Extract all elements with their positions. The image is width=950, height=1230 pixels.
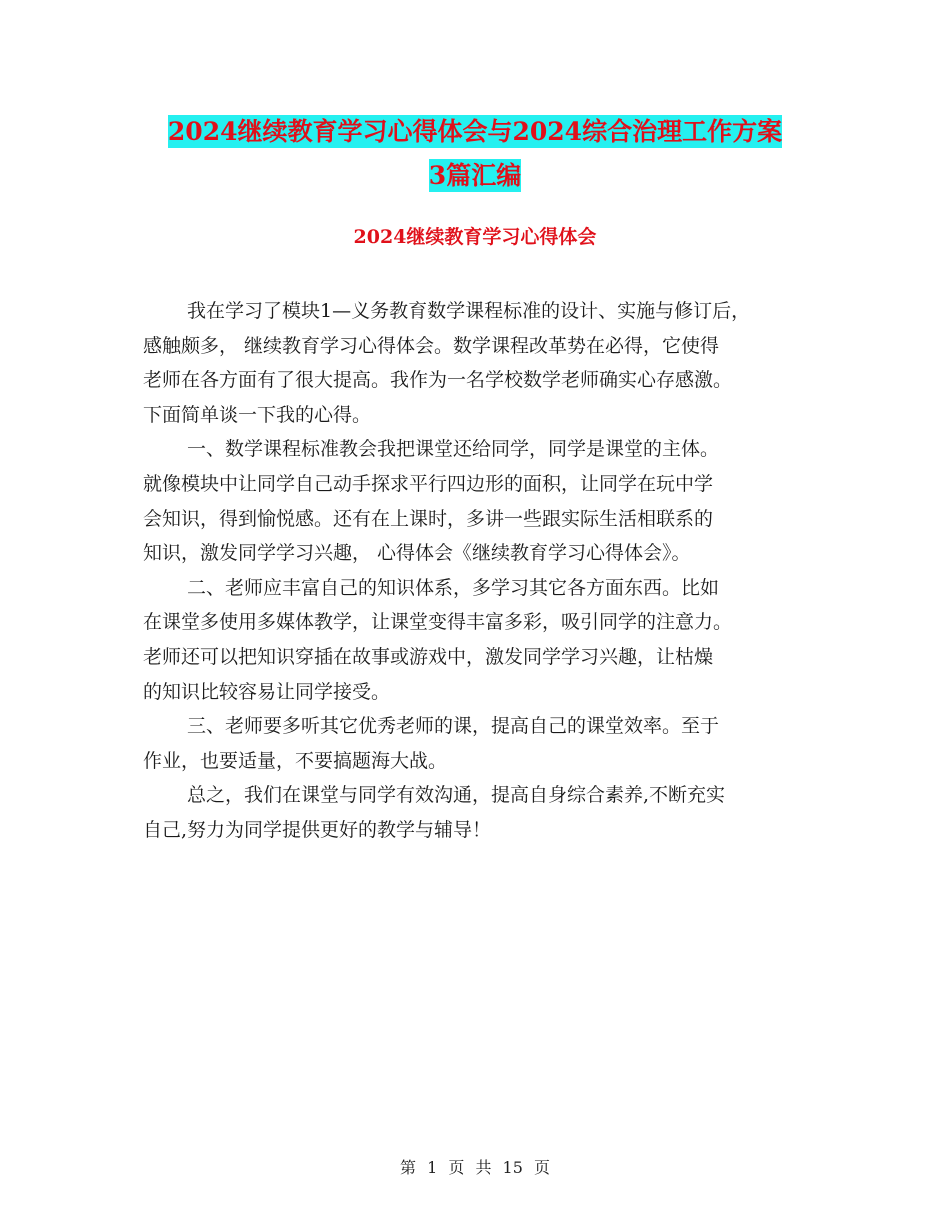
title-highlight: 2024继续教育学习心得体会与2024综合治理工作方案 — [167, 117, 783, 146]
text-line: 自己,努力为同学提供更好的教学与辅导！ — [143, 818, 492, 841]
text-line: 总之，我们在课堂与同学有效沟通，提高自身综合素养,不断充实 — [187, 784, 726, 807]
paragraph-4 — [143, 709, 823, 778]
text-line: 作业，也要适量，不要搞题海大战。 — [143, 749, 448, 772]
document-title-line-2 — [0, 154, 950, 198]
paragraph-3 — [143, 571, 823, 709]
paragraph-1 — [143, 294, 823, 432]
text-line: 的知识比较容易让同学接受。 — [143, 680, 391, 703]
text-line: 老师在各方面有了很大提高。我作为一名学校数学老师确实心存感激。 — [143, 369, 733, 392]
text-line: 一、数学课程标准教会我把课堂还给同学，同学是课堂的主体。 — [187, 438, 720, 461]
document-title — [0, 110, 950, 198]
text-line: 在课堂多使用多媒体教学，让课堂变得丰富多彩，吸引同学的注意力。 — [143, 611, 733, 634]
text-line: 知识，激发同学学习兴趣， 心得体会《继续教育学习心得体会》。 — [143, 542, 691, 565]
text-line: 就像模块中让同学自己动手探求平行四边形的面积，让同学在玩中学 — [143, 472, 714, 495]
paragraph-2 — [143, 432, 823, 570]
page-number-footer: 第 1 页 共 15 页 — [400, 1158, 550, 1177]
text-line: 会知识，得到愉悦感。还有在上课时，多讲一些跟实际生活相联系的 — [143, 507, 714, 530]
paragraph-5 — [143, 778, 823, 847]
text-line: 三、老师要多听其它优秀老师的课，提高自己的课堂效率。至于 — [187, 715, 720, 738]
text-line: 我在学习了模块1—义务教育数学课程标准的设计、实施与修订后， — [187, 300, 751, 322]
text-line: 老师还可以把知识穿插在故事或游戏中，激发同学学习兴趣，让枯燥 — [143, 645, 714, 668]
document-body — [143, 294, 823, 848]
title-highlight: 3篇汇编 — [428, 161, 522, 190]
text-line: 二、老师应丰富自己的知识体系，多学习其它各方面东西。比如 — [187, 576, 720, 599]
text-line: 下面简单谈一下我的心得。 — [143, 403, 372, 426]
section-title: 2024继续教育学习心得体会 — [353, 226, 597, 248]
text-line: 感触颇多， 继续教育学习心得体会。数学课程改革势在必得，它使得 — [143, 334, 720, 357]
document-title-line-1 — [0, 110, 950, 154]
